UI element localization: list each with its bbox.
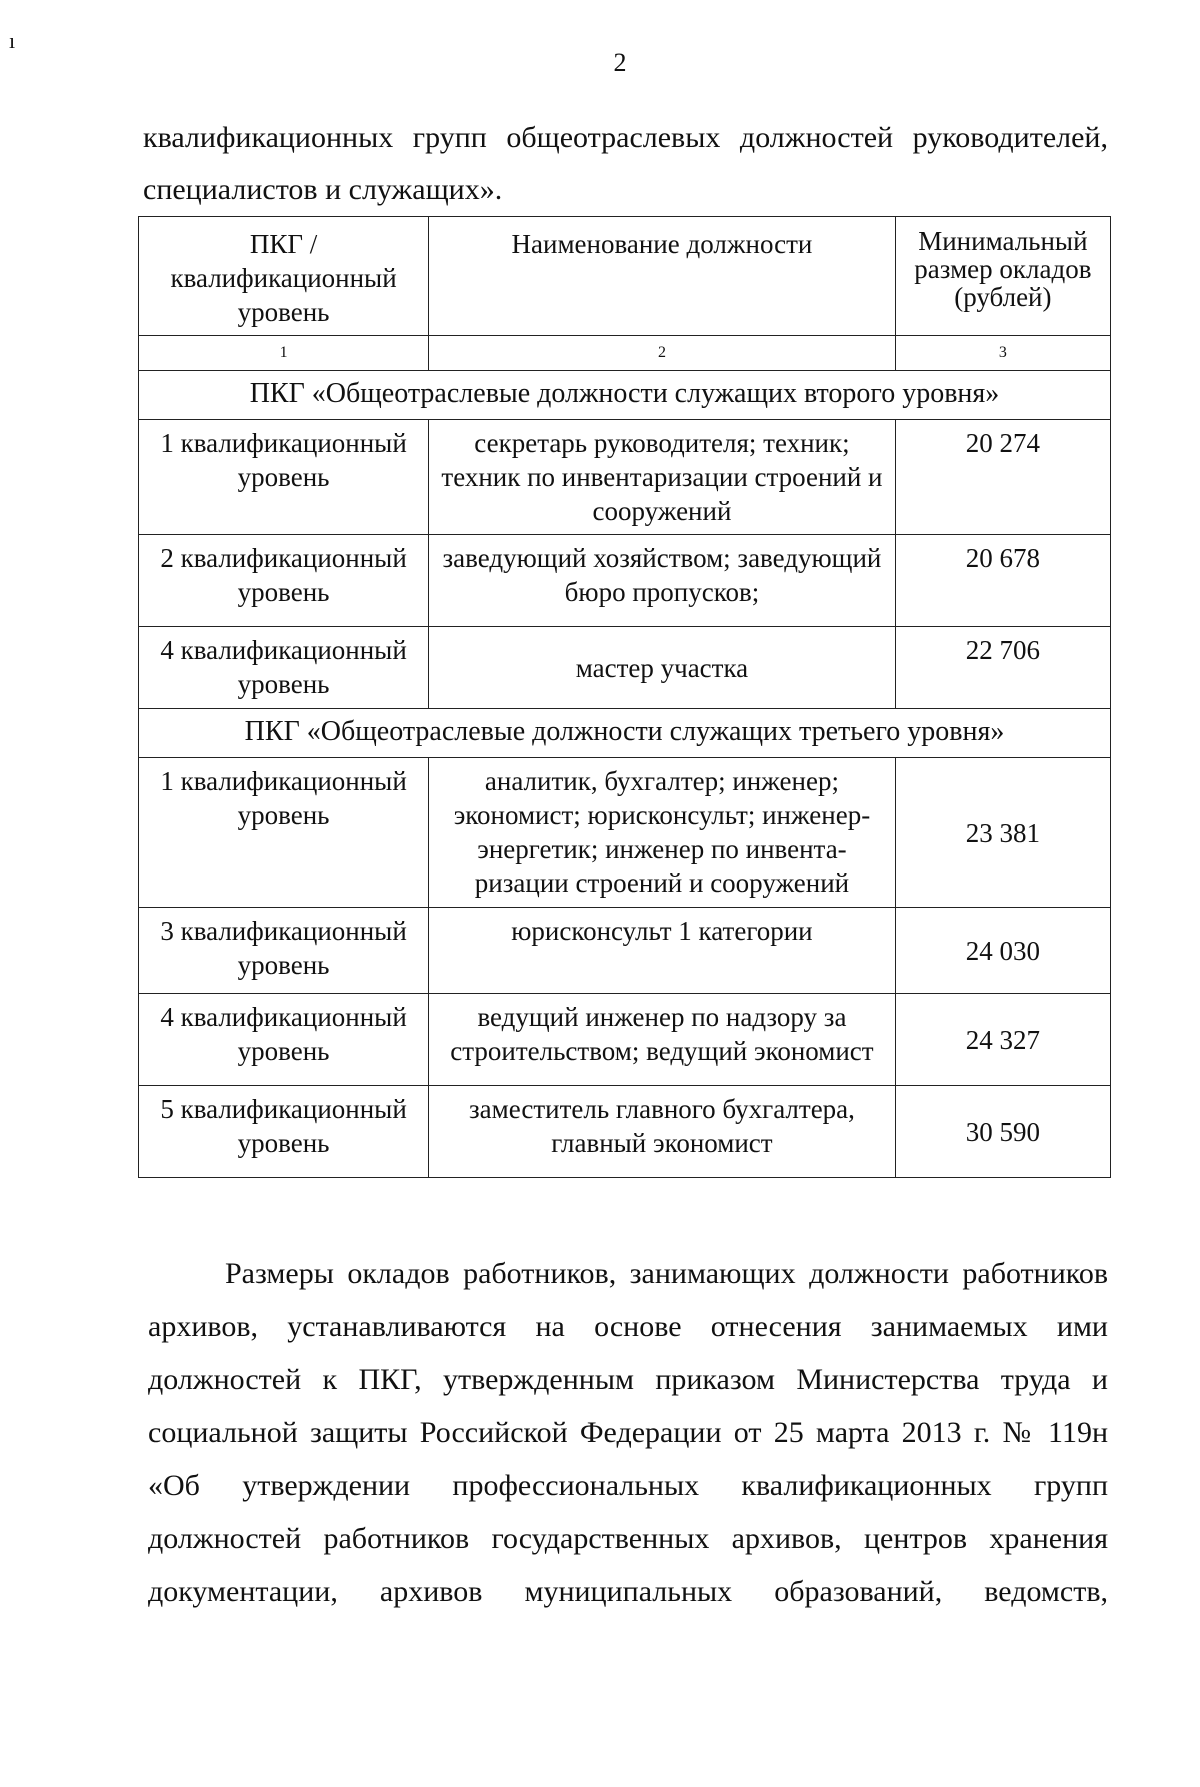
paragraph-line: документации, архивов муниципальных образований, ведомств, [148, 1575, 1108, 1608]
level-cell: 5 квалификационный уровень [139, 1086, 429, 1178]
group-title: ПКГ «Общеотраслевые должности служащих второго уровня» [139, 371, 1111, 420]
salary-table [138, 216, 1111, 1178]
position-cell: мастер участка [429, 627, 896, 709]
group-header-row [139, 371, 1111, 420]
scan-mark: ı [9, 28, 16, 53]
paragraph-line: Размеры окладов работников, занимающих должности работников [225, 1257, 1108, 1290]
body-paragraph [148, 1247, 1108, 1618]
level-cell: 1 квалификационный уровень [139, 420, 429, 535]
intro-line: специалистов и служащих». [143, 173, 503, 206]
level-cell: 4 квалификационный уровень [139, 994, 429, 1086]
salary-cell: 24 327 [895, 994, 1110, 1086]
salary-cell: 23 381 [895, 758, 1110, 908]
intro-paragraph [143, 112, 1108, 216]
paragraph-line: социальной защиты Российской Федерации от 25 марта 2013 г. № 119н [148, 1416, 1108, 1449]
column-number: 1 [139, 336, 429, 371]
table-header-row [139, 217, 1111, 336]
salary-cell: 22 706 [895, 627, 1110, 709]
group-title: ПКГ «Общеотраслевые должности служащих третьего уровня» [139, 709, 1111, 758]
table-row [139, 1086, 1111, 1178]
table-row [139, 758, 1111, 908]
column-number: 2 [429, 336, 896, 371]
salary-cell: 20 678 [895, 535, 1110, 627]
paragraph-line: должностей к ПКГ, утвержденным приказом Министерства труда и [148, 1363, 1108, 1396]
table-row [139, 908, 1111, 994]
position-cell: заместитель главного бухгалтера, главный экономист [429, 1086, 896, 1178]
salary-cell: 20 274 [895, 420, 1110, 535]
level-cell: 2 квалификационный уровень [139, 535, 429, 627]
header-cell-position: Наименование должности [429, 217, 896, 336]
position-cell: ведущий инженер по надзору за строительством; ведущий экономист [429, 994, 896, 1086]
group-header-row [139, 709, 1111, 758]
intro-line: квалификационных групп общеотраслевых должностей руководителей, [143, 121, 1108, 154]
header-cell-salary: Минимальный размер окладов (рублей) [895, 217, 1110, 336]
salary-cell: 30 590 [895, 1086, 1110, 1178]
position-cell: заведующий хозяйством; заведующий бюро пропусков; [429, 535, 896, 627]
column-number: 3 [895, 336, 1110, 371]
position-cell: аналитик, бухгалтер; инженер; экономист; юрисконсульт; инженер-энергетик; инженер по инвента-ризации строений и сооружений [429, 758, 896, 908]
table-row [139, 994, 1111, 1086]
salary-cell: 24 030 [895, 908, 1110, 994]
column-number-row [139, 336, 1111, 371]
position-cell: юрисконсульт 1 категории [429, 908, 896, 994]
level-cell: 4 квалификационный уровень [139, 627, 429, 709]
table-row [139, 535, 1111, 627]
table-row [139, 627, 1111, 709]
level-cell: 1 квалификационный уровень [139, 758, 429, 908]
header-cell-pkg-level: ПКГ / квалификационный уровень [139, 217, 429, 336]
page-number: 2 [613, 48, 627, 77]
table-row [139, 420, 1111, 535]
paragraph-line: «Об утверждении профессиональных квалификационных групп [148, 1469, 1108, 1502]
paragraph-line: архивов, устанавливаются на основе отнесения занимаемых ими [148, 1310, 1108, 1343]
level-cell: 3 квалификационный уровень [139, 908, 429, 994]
paragraph-line: должностей работников государственных архивов, центров хранения [148, 1522, 1108, 1555]
position-cell: секретарь руководителя; техник; техник по инвентаризации строений и сооружений [429, 420, 896, 535]
